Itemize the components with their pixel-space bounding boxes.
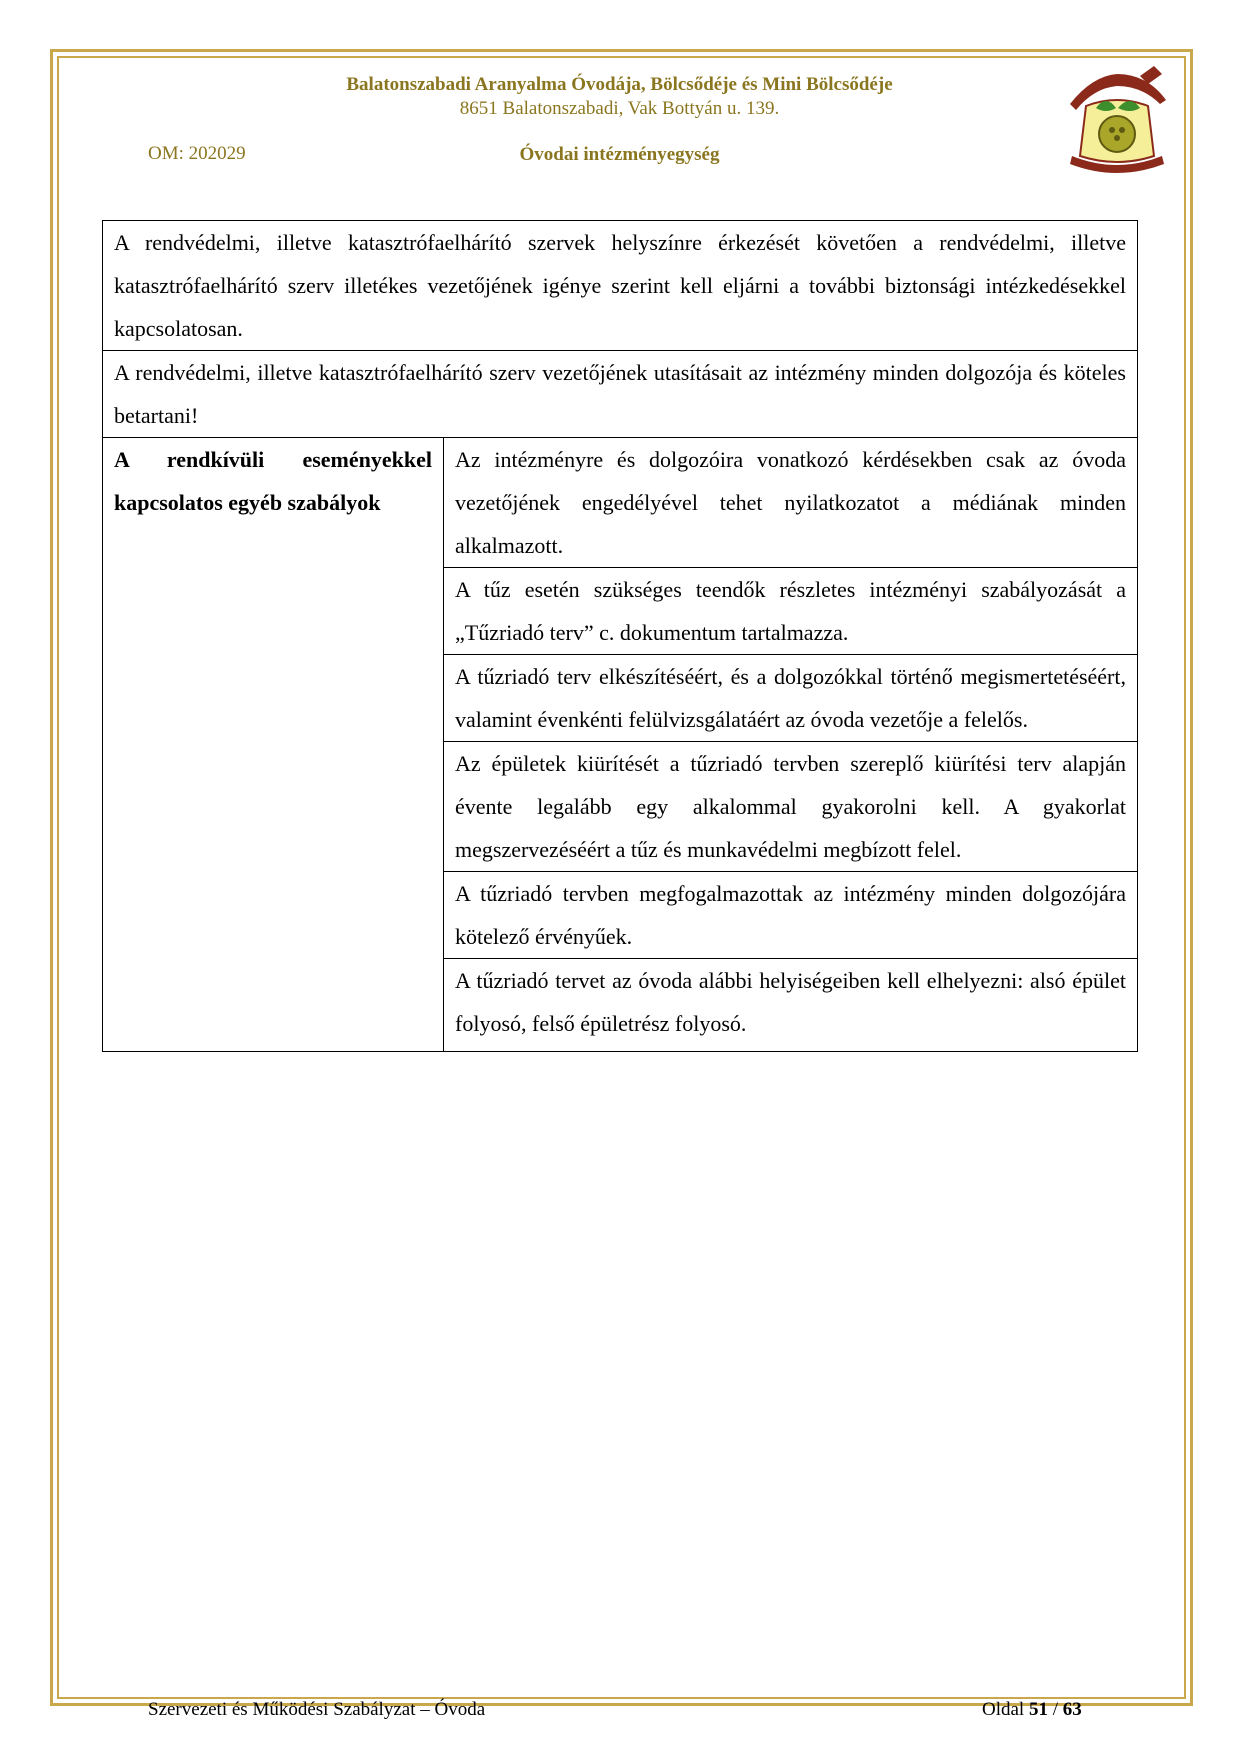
footer-document-title: Szervezeti és Működési Szabályzat – Óvoda xyxy=(148,1699,486,1720)
unit-name: Óvodai intézményegység xyxy=(519,144,720,165)
table-row xyxy=(103,438,1138,568)
apple-bell-logo-icon xyxy=(1062,64,1172,184)
paragraph-obey-instructions: A rendvédelmi, illetve katasztrófaelhárító szerv vezetőjének utasításait az intézmény minden dolgozója és köteles betartani! xyxy=(103,351,1138,438)
rule-fire-plan-binding: A tűzriadó tervben megfogalmazottak az intézmény minden dolgozójára kötelező érvényűek. xyxy=(444,872,1138,959)
rule-fire-plan-document: A tűz esetén szükséges teendők részletes intézményi szabályozását a „Tűzriadó terv” c. dokumentum tartalmazza. xyxy=(444,568,1138,655)
rule-evacuation-drill: Az épületek kiürítését a tűzriadó tervben szereplő kiürítési terv alapján évente legalább egy alkalommal gyakorolni kell. A gyakorlat megszervezéséért a tűz és munkavédelmi megbízott felel. xyxy=(444,742,1138,872)
paragraph-arrival-instructions: A rendvédelmi, illetve katasztrófaelhárító szervek helyszínre érkezését követően a rendvédelmi, illetve katasztrófaelhárító szerv illetékes vezetőjének igénye szerint kell eljárni a további biztonsági intézkedésekkel kapcsolatosan. xyxy=(103,221,1138,351)
rule-fire-plan-responsibility: A tűzriadó terv elkészítéséért, és a dolgozókkal történő megismertetéséért, valamint évenkénti felülvizsgálatáért az óvoda vezetője a felelős. xyxy=(444,655,1138,742)
page-prefix: Oldal xyxy=(982,1699,1025,1720)
page-current: 51 xyxy=(1028,1699,1048,1720)
page-total: 63 xyxy=(1062,1699,1082,1720)
footer-page-number xyxy=(982,1699,1082,1721)
om-identifier: OM: 202029 xyxy=(148,143,246,164)
institution-name: Balatonszabadi Aranyalma Óvodája, Bölcsődéje és Mini Bölcsődéje xyxy=(346,74,893,95)
section-label: A rendkívüli eseményekkel kapcsolatos egyéb szabályok xyxy=(103,438,444,1052)
page-separator: / xyxy=(1052,1699,1058,1720)
institution-address: 8651 Balatonszabadi, Vak Bottyán u. 139. xyxy=(459,98,780,119)
table-row xyxy=(103,351,1138,438)
table-row xyxy=(103,221,1138,351)
emergency-rules-table xyxy=(102,220,1138,1052)
rule-media-statement: Az intézményre és dolgozóira vonatkozó kérdésekben csak az óvoda vezetőjének engedélyével tehet nyilatkozatot a médiának minden alkalmazott. xyxy=(444,438,1138,568)
rule-fire-plan-placement: A tűzriadó tervet az óvoda alábbi helyiségeiben kell elhelyezni: alsó épület folyosó, felső épületrész folyosó. xyxy=(444,959,1138,1052)
